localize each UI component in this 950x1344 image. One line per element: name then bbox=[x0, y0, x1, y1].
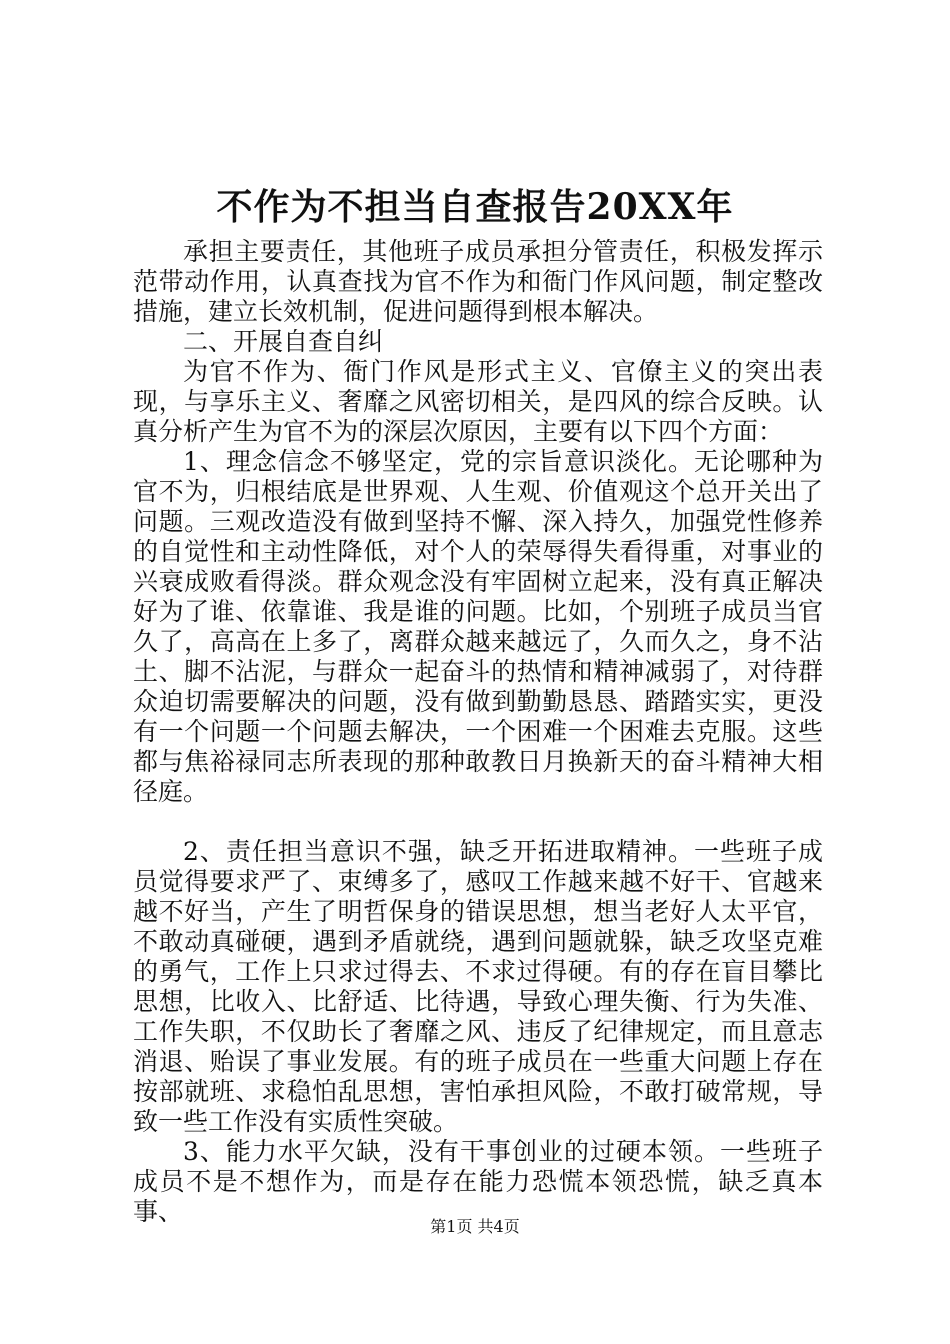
paragraph-overview: 为官不作为、衙门作风是形式主义、官僚主义的突出表现，与享乐主义、奢靡之风密切相关，是四风的综合反映。认真分析产生为官不为的深层次原因，主要有以下四个方面： bbox=[133, 357, 823, 446]
document-body bbox=[133, 237, 823, 1227]
section-heading-self-inspection: 二、开展自查自纠 bbox=[183, 327, 384, 356]
paragraph-intro: 承担主要责任，其他班子成员承担分管责任，积极发挥示范带动作用，认真查找为官不作为和衙门作风问题，制定整改措施，建立长效机制，促进问题得到根本解决。 bbox=[133, 237, 823, 326]
page-number-footer: 第1页 共4页 bbox=[430, 1217, 520, 1236]
document-title: 不作为不担当自查报告20XX年 bbox=[216, 186, 734, 228]
paragraph-point-3: 3、能力水平欠缺，没有干事创业的过硬本领。一些班子成员不是不想作为，而是存在能力恐慌本领恐慌，缺乏真本事、 bbox=[133, 1137, 823, 1226]
paragraph-point-1: 1、理念信念不够坚定，党的宗旨意识淡化。无论哪种为官不为，归根结底是世界观、人生观、价值观这个总开关出了问题。三观改造没有做到坚持不懈、深入持久，加强党性修养的自觉性和主动性降低，对个人的荣辱得失看得重，对事业的兴衰成败看得淡。群众观念没有牢固树立起来，没有真正解决好为了谁、依靠谁、我是谁的问题。比如，个别班子成员当官久了，高高在上多了，离群众越来越远了，久而久之，身不沾土、脚不沾泥，与群众一起奋斗的热情和精神减弱了，对待群众迫切需要解决的问题，没有做到勤勤恳恳、踏踏实实，更没有一个问题一个问题去解决，一个困难一个困难去克服。这些都与焦裕禄同志所表现的那种敢教日月换新天的奋斗精神大相径庭。 bbox=[133, 447, 823, 806]
paragraph-point-2: 2、责任担当意识不强，缺乏开拓进取精神。一些班子成员觉得要求严了、束缚多了，感叹工作越来越不好干、官越来越不好当，产生了明哲保身的错误思想，想当老好人太平官，不敢动真碰硬，遇到矛盾就绕，遇到问题就躲，缺乏攻坚克难的勇气，工作上只求过得去、不求过得硬。有的存在盲目攀比思想，比收入、比舒适、比待遇，导致心理失衡、行为失准、工作失职，不仅助长了奢靡之风、违反了纪律规定，而且意志消退、贻误了事业发展。有的班子成员在一些重大问题上存在按部就班、求稳怕乱思想，害怕承担风险，不敢打破常规，导致一些工作没有实质性突破。 bbox=[133, 837, 823, 1136]
